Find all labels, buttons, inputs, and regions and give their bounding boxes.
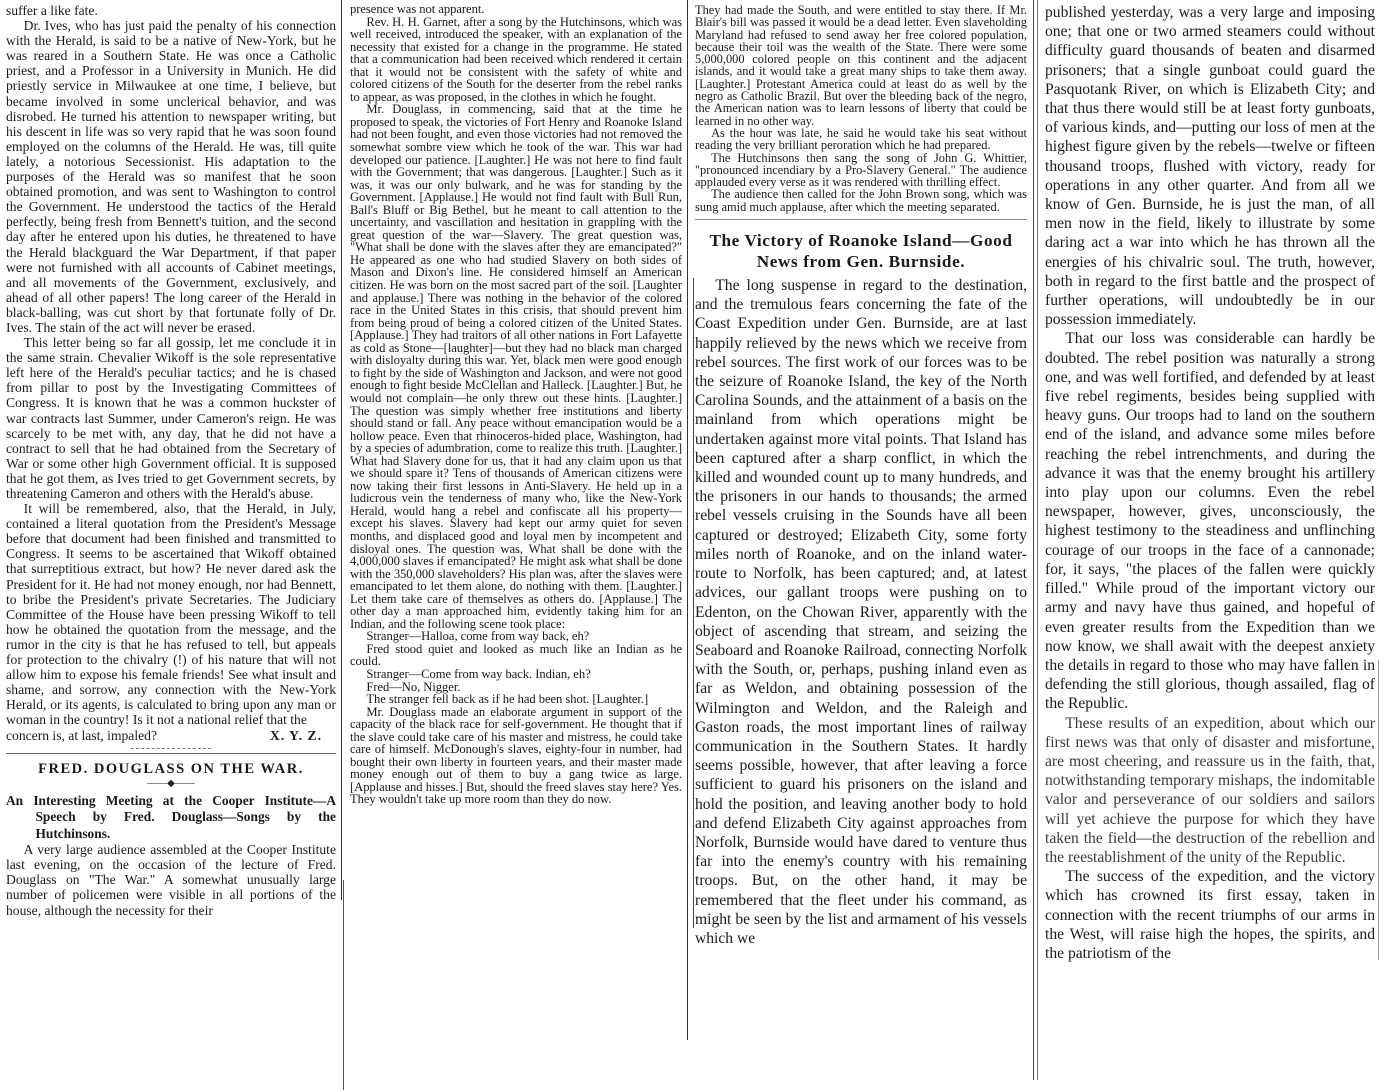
dialogue-line: Fred—No, Nigger. xyxy=(366,679,461,694)
paragraph: A very large audience assembled at the Cooper Institute last evening, on the occasion of the lecture of Fred. Douglass on "The War." A somewhat unusually large number of policemen were visible in all portions of the house, although the necessity for their xyxy=(6,842,336,918)
article-subheadline: An Interesting Meeting at the Cooper Institute—A Speech by Fred. Douglass—Songs by the Hutchinsons. xyxy=(6,792,336,841)
paragraph: Rev. H. H. Garnet, after a song by the Hutchinsons, which was well received, introduced the speaker, with an explanation of the necessity that existed for a change in the programme. He stated that a communication had been received which rendered it certain that it would not be consistent with the safety of white and colored citizens of the South for the deserter from the rebel ranks to appear, as was proposed, in the clothes in which he fought. xyxy=(350,14,682,104)
column-1 xyxy=(6,3,336,918)
paragraph: Mr. Douglass made an elaborate argument in support of the capacity of the black race for self-government. He thought that if the slave could take care of his master and mistress, he could take care of himself. McDonough's slaves, eighty-four in number, had bought their own liberty in fourteen years, and their master made money enough out of them to buy a gang twice as large. [Applause and hisses.] But, should the freed slaves stay here? Yes. They wouldn't take up more room than they do now. xyxy=(350,704,682,806)
dialogue-line: Stranger—Come from way back. Indian, eh? xyxy=(366,666,591,681)
paragraph: These results of an expedition, about which our first news was that only of disaster and misfortune, are most cheering, and reassure us in the faith, that, notwithstanding temporary mishaps, the indomitable valor and perseverance of our soldiers and sailors will yet achieve the purpose for which they have taken the field—the destruction of the rebellion and the reestablishment of the unity of the Republic. xyxy=(1045,714,1375,866)
paragraph: They had made the South, and were entitled to stay there. If Mr. Blair's bill was passed it would be a dead letter. Even slaveholding Maryland had refused to send away her free colored population, because their toil was the wealth of the State. There were some 5,000,000 colored people on this continent and the adjacent islands, and it would take a great many ships to take them away. [Laughter.] Protestant America could at least do as well by the negro as Catholic Brazil. But over the bleeding back of the negro, the American nation was to learn lessons of liberty that could be learned in no other way. xyxy=(695,4,1027,128)
dialogue-line: Stranger—Halloa, come from way back, eh? xyxy=(366,629,590,644)
paragraph: published yesterday, was a very large and imposing one; that one or two armed steamers could without difficulty guard thousands of beaten and disarmed prisoners; that a single gunboat could guard the Pasquotank River, on which is Elizabeth City; and that thus there would still be at least forty gunboats, of various kinds, and—putting our loss of men at the highest figure given by the rebels—twelve or fifteen thousand troops, flushed with victory, ready for operations in any other quarter. And from all we know of Gen. Burnside, he is just the man, of all men now in the field, likely to illustrate by some daring act a war into which he has thrown all the energies of his chivalric soul. The truth, however, both in regard to the first battle and the prospect of further operations, will undoubtedly be in our possession immediately. xyxy=(1045,4,1375,329)
column-rule xyxy=(693,278,694,928)
paragraph: The Hutchinsons then sang the song of John G. Whittier, "pronounced incendiary by a Pro-Slavery General." The audience applauded every verse as it was rendered with thrilling effect. xyxy=(695,150,1027,190)
paragraph: Dr. Ives, who has just paid the penalty of his connection with the Herald, is said to be a native of New-York, but he was reared in a Southern State. He was once a Catholic priest, and a Professor in a University in Munich. He did priestly service in Milwaukee at one time, I believe, but became involved in some unclerical behavior, and was disrobed. He turned his attention to newspaper writing, but his descent in life was so very rapid that he was soon found employed on the columns of the Herald. He was, till quite lately, a notorious Secessionist. His adaptation to the purposes of the Herald was so manifest that he soon obtained promotion, and was sent to Washington to control the Government. He understood the tactics of the Herald perfectly, being fresh from Bennett's tuition, and the second day after he entered upon his duties, he threatened to have the Herald blackguard the War Department, if that paper were not furnished with all accounts of Cabinet meetings, and all movements of the Government, exclusively, and ahead of all other papers! The long career of the Herald in black-balling, was cut short by that fortunate folly of Dr. Ives. The stain of the act will never be erased. xyxy=(6,18,336,335)
column-rule xyxy=(1033,0,1034,1080)
column-rule xyxy=(343,880,344,1090)
paragraph: suffer a like fate. xyxy=(6,3,98,18)
paragraph: The long suspense in regard to the destination, and the tremulous fears concerning the fate of the Coast Expedition under Gen. Burnside, are at last happily relieved by the news which we receive from rebel sources. The first work of our forces was to be the seizure of Roanoke Island, the key of the North Carolina Sounds, and the attainment of a basis on the mainland from which operations might be undertaken against more vital points. That Island has been captured after a sharp conflict, in which the killed and wounded count up to many hundreds, and the prisoners in our hands to thousands; the armed rebel vessels cruising in the Sounds have all been captured or destroyed; Elizabeth City, some forty miles north of Roanoke, and on the inland water-route to Norfolk, has been captured; and, at latest advices, our gallant troops were pushing on to Edenton, on the Chowan River, apparently with the object of ascending that stream, and seizing the Seaboard and Roanoke Railroad, connecting Norfolk with the South, or, perhaps, pushing inland even as far as Weldon, and obtaining possession of the Wilmington and Weldon, and the Raleigh and Gaston roads, the most important lines of railway communication in the Southern States. It hardly seems possible, however, that after leaving a force sufficient to guard his prisoners on the island and hold the position, and leaving another body to hold and defend Elizabeth City against approaches from Norfolk, Burnside would have dared to venture thus far into the enemy's country with his remaining troops. But, on the other hand, it may be remembered that the fleet under his command, as might be seen by the list and armament of his vessels which we xyxy=(695,277,1027,947)
paragraph: The success of the expedition, and the victory which has crowned its first essay, taken in connection with the recent triumphs of our arms in the West, will raise high the hopes, the spirits, and the patriotism of the xyxy=(1045,868,1375,962)
column-rule xyxy=(341,0,342,900)
dialogue-line: Fred stood quiet and looked as much like an Indian as he could. xyxy=(350,641,682,669)
column-4 xyxy=(1045,3,1375,963)
column-2 xyxy=(350,3,682,806)
douglass-continued xyxy=(695,4,1027,213)
column-3 xyxy=(695,4,1027,948)
article-roanoke xyxy=(695,219,1027,948)
paragraph: It will be remembered, also, that the Herald, in July, contained a literal quotation from the President's Message before that document had been finished and transmitted to Congress. It seems to be ascertained that Wikoff obtained that surreptitious extract, but how? He never dared ask the President for it. He had not money enough, nor had Bennett, to bribe the President's private Secretaries. The Judiciary Committee of the House have been pressing Wikoff to tell how he obtained the quotation from the message, and the rumor in the city is that he has refused to tell, but appeals for protection to the chivalry (!) of his nature that will not allow him to expose his female friends! See what insult and shame, and sorrow, any connection with the New-York Herald, or its agents, is calculated to bring upon any man or woman in the country! Is it not a national relief that the xyxy=(6,501,336,728)
paragraph: The audience then called for the John Brown song, which was sung amid much applause, after which the meeting separated. xyxy=(695,187,1027,214)
column-rule xyxy=(1037,0,1038,1080)
dialogue-line: The stranger fell back as if he had been shot. [Laughter.] xyxy=(366,692,649,707)
paragraph: presence was not apparent. xyxy=(350,3,485,16)
column-rule xyxy=(1378,660,1379,960)
column-rule xyxy=(687,0,688,1040)
closing-line: concern is, at last, impaled? xyxy=(6,727,157,743)
paragraph: As the hour was late, he said he would take his seat without reading the very brilliant peroration which he had prepared. xyxy=(695,125,1027,153)
article-headline: FRED. DOUGLASS ON THE WAR. xyxy=(38,760,304,777)
paragraph: That our loss was considerable can hardly be doubted. The rebel position was naturally a strong one, and was well fortified, and defended by at least five rebel regiments, besides being supplied with heavy guns. Our troops had to land on the southern end of the island, and advance some miles before reaching the rebel intrenchments, and during the advance it was that the enemy brought his artillery into play upon our columns. Even the rebel newspaper, however, gives, unconsciously, the highest testimony to the steadiness and unflinching courage of our troops in the face of a cannonade; for, it says, "the places of the fallen were quickly filled." While proud of the important victory our army and navy have thus gained, and hopeful of even greater results from the Expedition than we now know, we shall await with the deepest anxiety the details in regard to those who may have fallen in defending the still glorious, though assailed, flag of the Republic. xyxy=(1045,330,1375,713)
article-douglass xyxy=(6,753,336,918)
paragraph: Mr. Douglass, in commencing, said that at the time he proposed to speak, the victories of Fort Henry and Roanoke Island had not been fought, and even those victories had not removed the somewhat sombre view which he took of the war. This war had developed our patience. [Laughter.] He was not here to find fault with the Government; that was dangerous. [Laughter.] Such as it was, it was our only bulwark, and he was for standing by the Government. [Applause.] He would not find fault with Bull Run, Ball's Bluff or Big Bethel, but he meant to call attention to the uncertainty, and vascillation and hesitation in grappling with the great question of the war—Slavery. The great question was, "What shall be done with the slaves after they are emancipated?" He appeared as one who had studied Slavery on both sides of Mason and Dixon's line. He considered himself an American citizen. He was born on the most sacred part of the soil. [Laughter and applause.] There was nothing in the behavior of the colored race in the United States in this crisis, that should prevent him from being proud of being a colored citizen of the United States. [Applause.] They had traitors of all other nations in Fort Lafayette as cold as Stone—[laughter]—but they had no black man charged with disloyalty during this war. Yet, black men were good enough to fight by the side of Washington and Jackson, and were not good enough to fight beside McClellan and Halleck. [Laughter.] But, he would not complain—he only threw out these hints. [Laughter.] The question was simply whether free institutions and liberty should stand or fall. Any peace without emancipation would be a hollow peace. Even that rhinoceros-hided place, Washington, had by a species of adumbration, come to realize this truth. [Laughter.] What had Slavery done for us, that it had any claim upon us that we should spare it? Tens of thousands of American citizens were now taking their first lessons in Anti-Slavery. He held up in a ludicrous vein the tenderness of many who, like the New-York Herald, would hang a rebel and confiscate all his property—except his slaves. Slavery had kept our army quiet for seven months, and displaced good and loyal men by incompetent and disloyal ones. The question was, What shall be done with the 4,000,000 slaves if emancipated? He might ask what shall be done with the 350,000 slaveholders? His plan was, after the slaves were emancipated to let them alone, do nothing with them. [Laughter.] Let them take care of themselves as others do. [Applause.] The other day a man approached him, evidently taking him for an Indian, and the following scene took place: xyxy=(350,102,682,631)
signature: X. Y. Z. xyxy=(270,727,322,743)
ornament-divider-icon: ——◆—— xyxy=(147,777,195,789)
paragraph: This letter being so far all gossip, let me conclude it in the same strain. Chevalier Wikoff is the sole representative left here of the Herald's peculiar tactics; and he is chased from pillar to post by the Investigating Committees of Congress. It is known that he was a common huckster of war contracts last Summer, under Cameron's reign. He was scarcely to be met with, any day, that he did not have a contract to sell that he had obtained from the Secretary of War or some other high Government official. It is supposed that he got them, as Ives tried to get Government secrets, by threatening Cameron and others with the Herald's abuse. xyxy=(6,335,336,501)
letter-closing xyxy=(6,728,336,743)
article-headline: The Victory of Roanoke Island—Good News from Gen. Burnside. xyxy=(709,231,1013,272)
divider xyxy=(131,748,211,749)
